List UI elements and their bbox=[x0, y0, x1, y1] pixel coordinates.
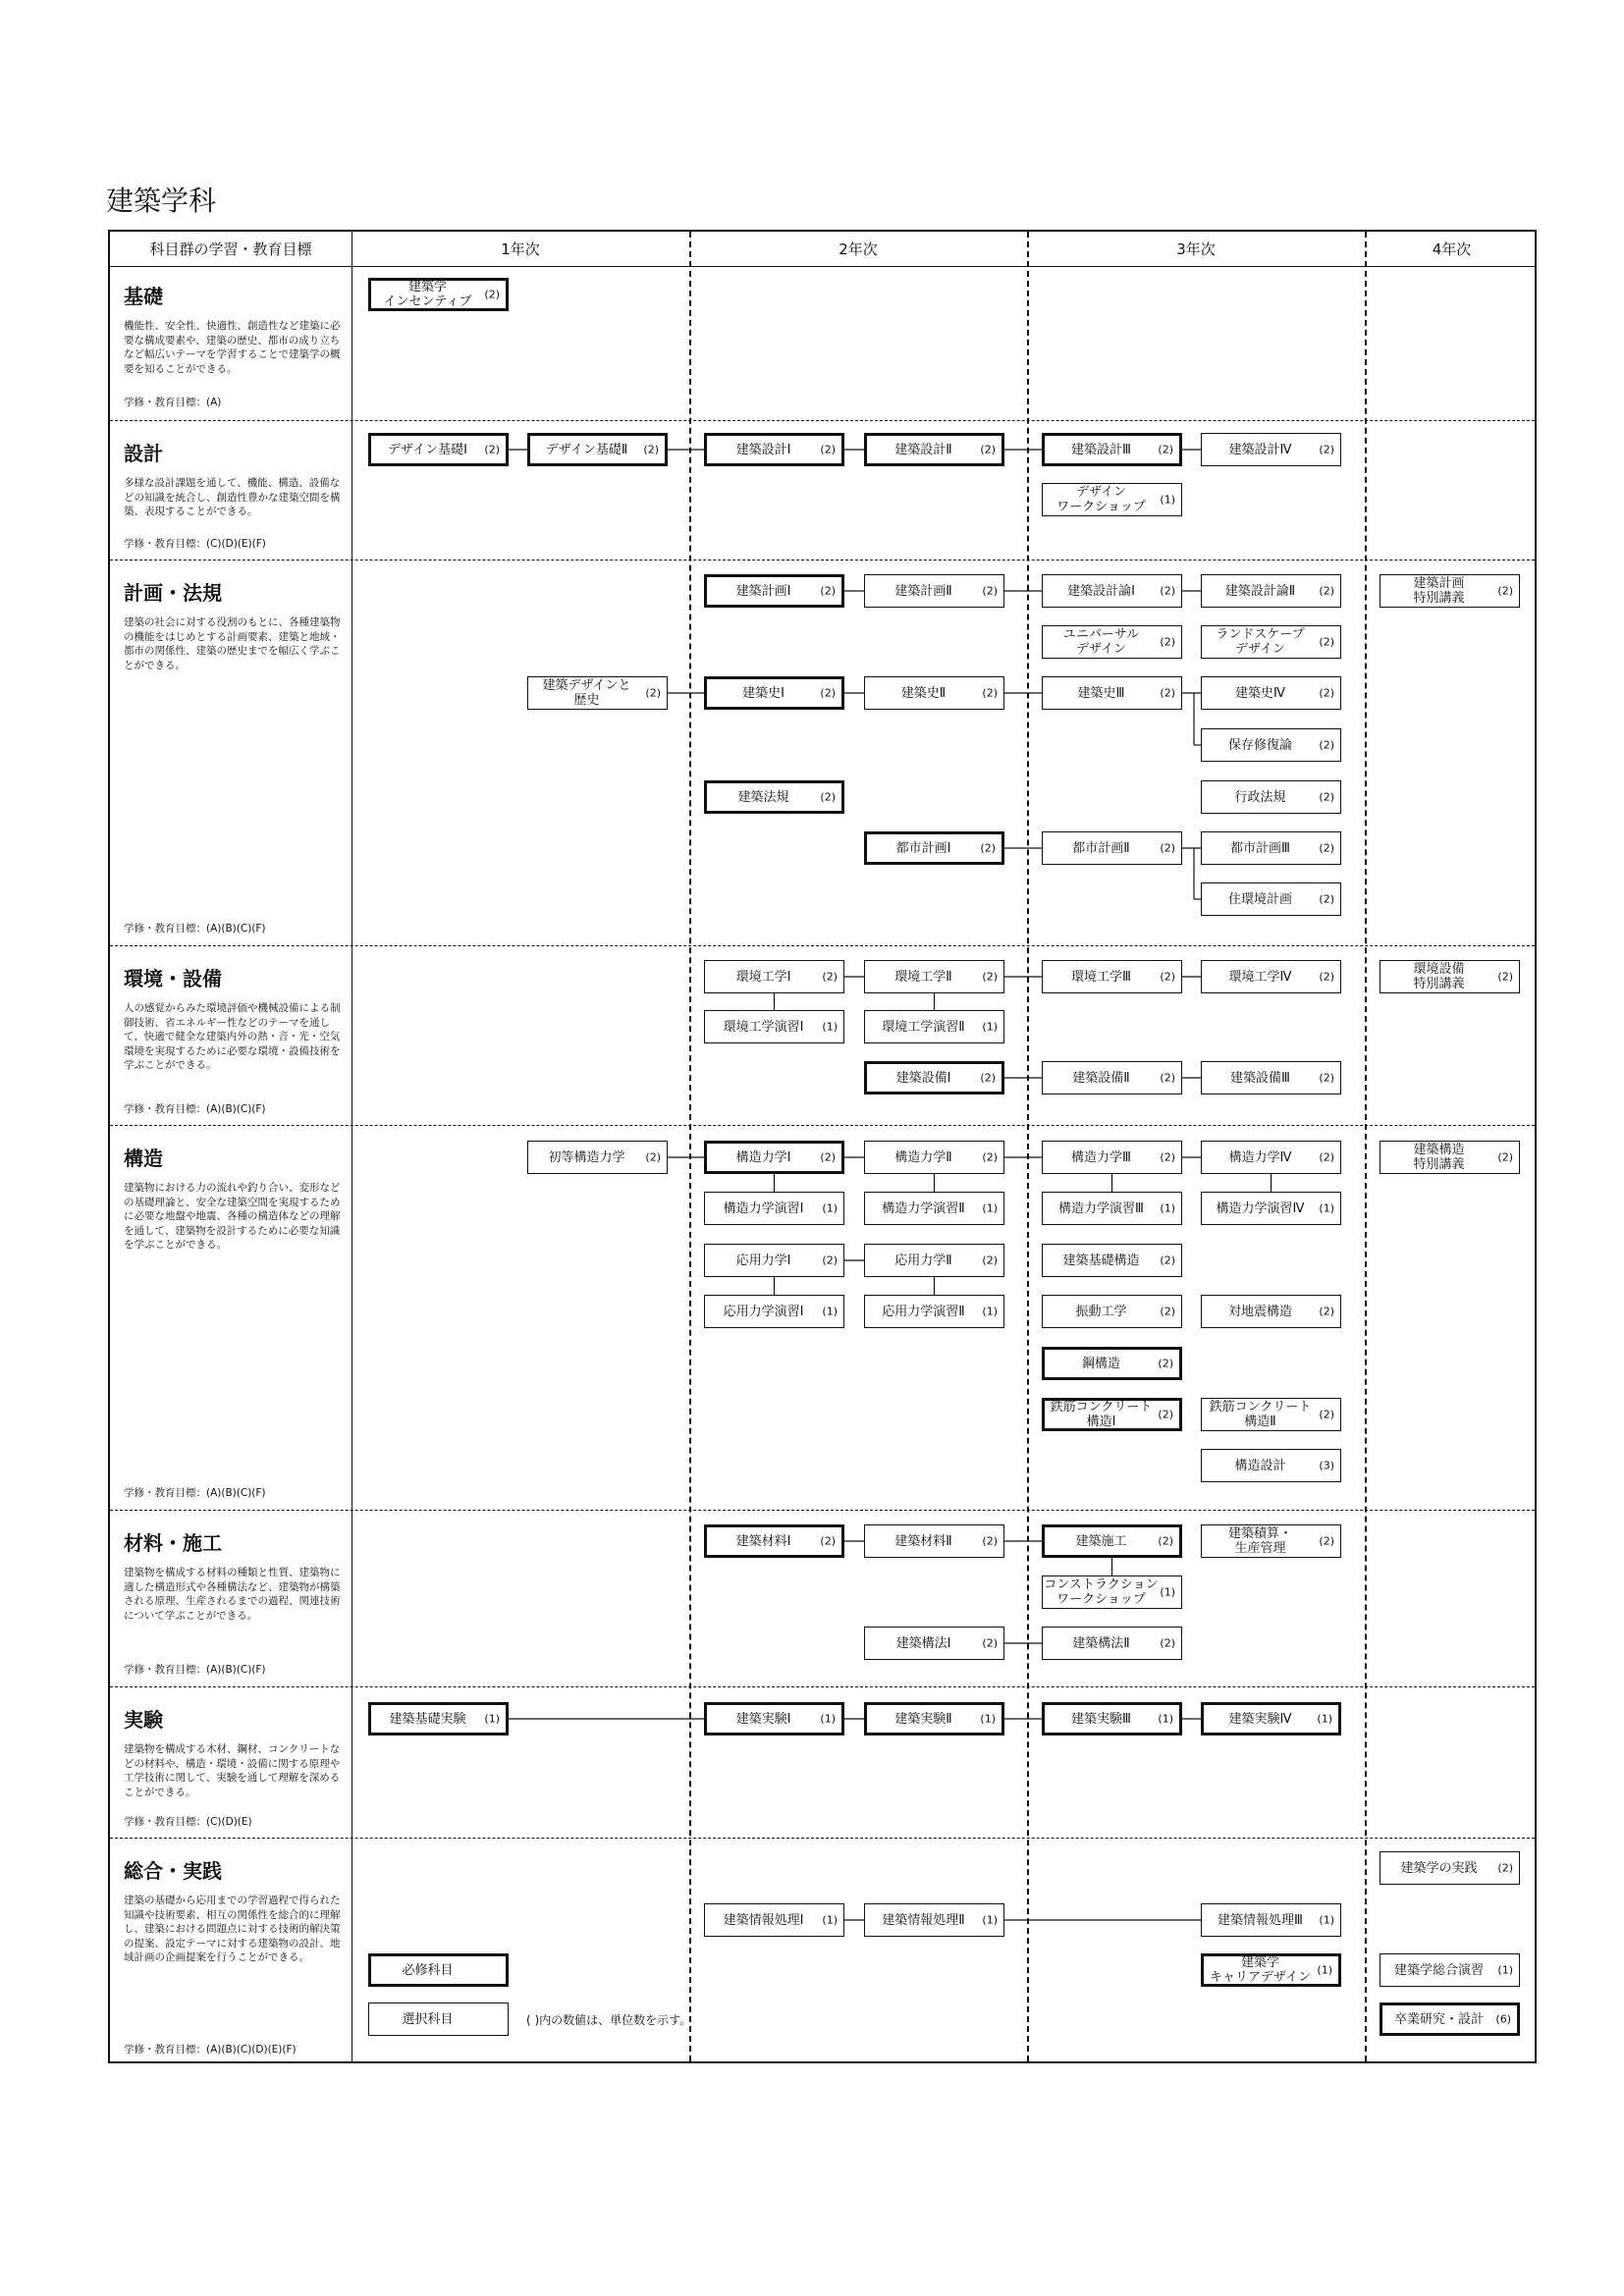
course-name: 構造力学Ⅲ bbox=[1071, 1149, 1131, 1165]
course-name: 鉄筋コンクリート 構造Ⅰ bbox=[1050, 1400, 1153, 1429]
course-box bbox=[704, 433, 844, 466]
category-materials: 材料・施工 建築物を構成する材料の種類と性質、建築物に適した構造形式や各種構法など、建築物が構築される原理、生産されるまでの過程、関連技術について学ぶことができる。 bbox=[124, 1531, 341, 1622]
course-name: 鋼構造 bbox=[1081, 1356, 1120, 1371]
category-design: 設計 多様な設計課題を通して、機能、構造、設備などの知識を統合し、創造性豊かな建築空間を構築、表現することができる。 bbox=[124, 442, 341, 517]
course-box bbox=[1201, 574, 1341, 608]
category-goal: 学修・教育目標：(A)(B)(C)(F) bbox=[124, 923, 266, 934]
course-credits: (2) bbox=[645, 1150, 661, 1164]
course-credits: (2) bbox=[1160, 1150, 1175, 1164]
course-box bbox=[864, 1244, 1004, 1277]
course-name: 対地震構造 bbox=[1227, 1304, 1292, 1319]
course-name: 建築実験Ⅱ bbox=[894, 1711, 952, 1727]
category-goal: 学修・教育目標：(C)(D)(E)(F) bbox=[124, 538, 266, 550]
course-name: 建築学総合演習 bbox=[1393, 1962, 1484, 1978]
course-credits: (2) bbox=[982, 1254, 998, 1267]
course-box bbox=[1201, 625, 1341, 659]
course-credits: (2) bbox=[1497, 1861, 1513, 1875]
header-year-3: 3年次 bbox=[1176, 240, 1216, 258]
course-box bbox=[864, 574, 1004, 608]
course-box bbox=[1042, 433, 1182, 466]
course-name: 建築設計Ⅳ bbox=[1228, 442, 1292, 457]
course-name: 建築設計Ⅱ bbox=[894, 442, 952, 457]
course-name: 構造力学Ⅱ bbox=[894, 1149, 952, 1165]
course-credits: (2) bbox=[1319, 635, 1334, 649]
category-experiment: 実験 建築物を構成する木材、鋼材、コンクリートなどの材料や、構造・環境・設備に関する原理や工学技術に関して、実験を通して理解を深めることができる。 bbox=[124, 1708, 341, 1798]
course-name: 建築情報処理Ⅰ bbox=[723, 1912, 804, 1928]
course-credits: (2) bbox=[982, 970, 998, 984]
course-box bbox=[1042, 960, 1182, 993]
course-name: 都市計画Ⅱ bbox=[1072, 840, 1130, 856]
course-box bbox=[1380, 1851, 1520, 1885]
course-name: 建築構造 特別講義 bbox=[1413, 1143, 1465, 1172]
course-box bbox=[1042, 625, 1182, 659]
course-credits: (2) bbox=[1160, 1636, 1175, 1650]
course-name: 建築学 インセンティブ bbox=[383, 280, 472, 309]
course-credits: (2) bbox=[1319, 1408, 1334, 1421]
course-name: 建築実験Ⅲ bbox=[1071, 1711, 1131, 1727]
course-credits: (2) bbox=[1160, 686, 1175, 700]
course-credits: (1) bbox=[1317, 1963, 1332, 1977]
course-credits: (2) bbox=[822, 1254, 838, 1267]
course-credits: (2) bbox=[820, 443, 836, 456]
course-credits: (1) bbox=[982, 1913, 998, 1927]
course-credits: (2) bbox=[1160, 1305, 1175, 1318]
course-credits: (2) bbox=[822, 970, 838, 984]
course-name: デザイン ワークショップ bbox=[1056, 485, 1146, 514]
course-credits: (2) bbox=[1319, 584, 1334, 598]
page-title: 建築学科 bbox=[106, 185, 217, 217]
course-credits: (2) bbox=[1319, 443, 1334, 456]
course-box bbox=[704, 1244, 844, 1277]
course-name: 応用力学演習Ⅱ bbox=[882, 1304, 965, 1319]
course-box bbox=[368, 1702, 509, 1735]
course-credits: (1) bbox=[1317, 1712, 1332, 1726]
course-name: 環境工学Ⅳ bbox=[1228, 969, 1292, 985]
course-box bbox=[704, 574, 844, 608]
course-credits: (1) bbox=[1160, 493, 1175, 507]
course-name: 保存修復論 bbox=[1227, 737, 1292, 753]
course-credits: (1) bbox=[1497, 1963, 1513, 1977]
course-name: 構造力学演習Ⅱ bbox=[882, 1201, 965, 1216]
course-name: 環境工学Ⅲ bbox=[1071, 969, 1131, 985]
course-name: 建築情報処理Ⅱ bbox=[882, 1912, 965, 1928]
course-box bbox=[704, 1295, 844, 1328]
course-box bbox=[1201, 676, 1341, 710]
course-credits: (2) bbox=[820, 584, 836, 598]
course-name: 都市計画Ⅰ bbox=[895, 840, 951, 856]
course-credits: (2) bbox=[1160, 1254, 1175, 1267]
course-credits: (1) bbox=[822, 1913, 838, 1927]
course-box bbox=[864, 1141, 1004, 1174]
course-box bbox=[864, 1295, 1004, 1328]
course-credits: (2) bbox=[820, 1534, 836, 1548]
course-name: 振動工学 bbox=[1075, 1304, 1127, 1319]
course-name: 建築基礎実験 bbox=[389, 1711, 466, 1727]
course-name: 建築設計Ⅰ bbox=[735, 442, 791, 457]
course-box bbox=[704, 1903, 844, 1937]
course-credits: (1) bbox=[822, 1020, 838, 1034]
course-box bbox=[864, 1627, 1004, 1660]
course-credits: (2) bbox=[484, 443, 500, 456]
course-box bbox=[1201, 1398, 1341, 1431]
course-credits: (2) bbox=[982, 1150, 998, 1164]
course-name: 環境工学Ⅰ bbox=[735, 969, 791, 985]
course-name: 建築実験Ⅰ bbox=[735, 1711, 791, 1727]
course-credits: (2) bbox=[1319, 841, 1334, 855]
legend-note: ( )内の数値は、単位数を示す。 bbox=[526, 2013, 692, 2027]
course-name: 応用力学演習Ⅰ bbox=[723, 1304, 804, 1319]
course-credits: (2) bbox=[982, 1534, 998, 1548]
course-credits: (2) bbox=[1319, 970, 1334, 984]
course-name: 建築材料Ⅱ bbox=[894, 1533, 952, 1549]
course-name: 初等構造力学 bbox=[548, 1149, 625, 1165]
course-name: 環境工学演習Ⅰ bbox=[723, 1019, 804, 1035]
course-credits: (2) bbox=[982, 584, 998, 598]
course-name: 建築施工 bbox=[1075, 1533, 1127, 1549]
course-box bbox=[1201, 1953, 1341, 1987]
course-name: 建築計画Ⅰ bbox=[735, 583, 791, 599]
course-name: 建築構法Ⅱ bbox=[1072, 1635, 1130, 1651]
course-name: 建築デザインと 歴史 bbox=[542, 678, 631, 708]
course-name: 建築設備Ⅰ bbox=[895, 1070, 951, 1086]
course-box bbox=[1201, 1449, 1341, 1482]
course-name: 建築設計論Ⅱ bbox=[1224, 583, 1296, 599]
course-credits: (1) bbox=[1319, 1913, 1334, 1927]
course-box bbox=[1042, 1061, 1182, 1095]
course-credits: (2) bbox=[1497, 970, 1513, 984]
course-box bbox=[864, 831, 1004, 865]
curriculum-table bbox=[108, 230, 1537, 2063]
course-credits: (1) bbox=[484, 1712, 500, 1726]
course-box bbox=[1042, 831, 1182, 865]
course-name: 建築構法Ⅰ bbox=[895, 1635, 951, 1651]
course-name: 構造力学演習Ⅲ bbox=[1058, 1201, 1144, 1216]
course-box bbox=[1042, 1702, 1182, 1735]
course-credits: (2) bbox=[980, 443, 996, 456]
course-box bbox=[864, 676, 1004, 710]
course-credits: (2) bbox=[643, 443, 659, 456]
course-name: 建築材料Ⅰ bbox=[735, 1533, 791, 1549]
course-box bbox=[1042, 1398, 1182, 1431]
course-name: デザイン基礎Ⅰ bbox=[388, 442, 467, 457]
course-credits: (6) bbox=[1495, 2012, 1511, 2026]
course-name: 建築計画Ⅱ bbox=[894, 583, 952, 599]
course-credits: (2) bbox=[980, 1071, 996, 1085]
course-name: 応用力学Ⅱ bbox=[894, 1253, 952, 1268]
course-box bbox=[704, 676, 844, 710]
course-name: 建築設備Ⅲ bbox=[1230, 1070, 1290, 1086]
course-box bbox=[1042, 1295, 1182, 1328]
course-name: 建築計画 特別講義 bbox=[1413, 576, 1465, 606]
category-goal: 学修・教育目標：(A)(B)(C)(F) bbox=[124, 1103, 266, 1115]
course-credits: (2) bbox=[1497, 1150, 1513, 1164]
course-box bbox=[864, 1702, 1004, 1735]
course-credits: (2) bbox=[820, 686, 836, 700]
course-name: 建築実験Ⅳ bbox=[1228, 1711, 1292, 1727]
course-box bbox=[1380, 1953, 1520, 1987]
course-box bbox=[704, 780, 844, 814]
course-credits: (1) bbox=[822, 1201, 838, 1215]
course-box bbox=[1201, 1192, 1341, 1225]
course-box bbox=[368, 433, 509, 466]
category-goal: 学修・教育目標：(A)(B)(C)(F) bbox=[124, 1487, 266, 1499]
course-box bbox=[704, 1702, 844, 1735]
course-box bbox=[1380, 2002, 1520, 2036]
course-box bbox=[1201, 1903, 1341, 1937]
course-box bbox=[704, 960, 844, 993]
course-credits: (1) bbox=[1158, 1712, 1173, 1726]
course-credits: (1) bbox=[982, 1305, 998, 1318]
course-box bbox=[368, 278, 509, 311]
course-credits: (2) bbox=[1319, 1305, 1334, 1318]
course-box bbox=[1380, 574, 1520, 608]
course-credits: (2) bbox=[1319, 738, 1334, 752]
course-name: 建築法規 bbox=[737, 789, 789, 805]
course-name: 行政法規 bbox=[1234, 789, 1286, 805]
course-box bbox=[1380, 1141, 1520, 1174]
course-box bbox=[704, 1524, 844, 1558]
course-box bbox=[864, 960, 1004, 993]
course-name: 建築学の実践 bbox=[1400, 1860, 1478, 1876]
course-credits: (2) bbox=[980, 841, 996, 855]
course-name: デザイン基礎Ⅱ bbox=[545, 442, 628, 457]
course-name: 環境設備 特別講義 bbox=[1413, 962, 1465, 991]
course-credits: (2) bbox=[1319, 892, 1334, 906]
course-credits: (2) bbox=[645, 686, 661, 700]
course-box bbox=[527, 676, 668, 710]
course-box bbox=[1201, 1061, 1341, 1095]
course-credits: (2) bbox=[1160, 1071, 1175, 1085]
course-credits: (2) bbox=[1158, 443, 1173, 456]
course-box bbox=[704, 1192, 844, 1225]
course-box bbox=[1201, 780, 1341, 814]
course-credits: (2) bbox=[1158, 1534, 1173, 1548]
course-box bbox=[1201, 960, 1341, 993]
course-credits: (2) bbox=[1319, 1150, 1334, 1164]
category-goal: 学修・教育目標：(A)(B)(C)(F) bbox=[124, 1664, 266, 1676]
course-name: 建築史Ⅱ bbox=[900, 685, 947, 701]
course-name: 応用力学Ⅰ bbox=[735, 1253, 791, 1268]
course-name: 卒業研究・設計 bbox=[1393, 2011, 1484, 2027]
course-name: 建築学 キャリアデザイン bbox=[1209, 1955, 1312, 1985]
course-credits: (2) bbox=[1160, 584, 1175, 598]
course-credits: (2) bbox=[1319, 1071, 1334, 1085]
course-name: 建築史Ⅰ bbox=[742, 685, 785, 701]
course-name: ユニバーサル デザイン bbox=[1062, 627, 1140, 657]
course-credits: (2) bbox=[1497, 584, 1513, 598]
category-basic: 基礎 機能性、安全性、快適性、創造性など建築に必要な構成要素や、建築の歴史、都市の成り立ちなど幅広いテーマを学習することで建築学の概要を知ることができる。 bbox=[124, 285, 341, 375]
course-name: 建築基礎構造 bbox=[1062, 1253, 1140, 1268]
course-box bbox=[1201, 1141, 1341, 1174]
course-credits: (1) bbox=[982, 1020, 998, 1034]
course-name: 環境工学Ⅱ bbox=[894, 969, 952, 985]
course-box bbox=[864, 1061, 1004, 1095]
course-box bbox=[864, 1010, 1004, 1043]
course-credits: (2) bbox=[982, 1636, 998, 1650]
course-credits: (1) bbox=[1160, 1201, 1175, 1215]
course-box bbox=[1042, 1244, 1182, 1277]
course-name: 住環境計画 bbox=[1227, 891, 1292, 907]
course-box bbox=[1042, 574, 1182, 608]
course-credits: (2) bbox=[982, 686, 998, 700]
category-structure: 構造 建築物における力の流れや釣り合い、変形などの基礎理論と、安全な建築空間を実現するために必要な地盤や地震、各種の構造体などの理解を通して、建築物を設計するために必要な知識を学ぶことができる。 bbox=[124, 1147, 341, 1251]
course-name: 鉄筋コンクリート 構造Ⅱ bbox=[1209, 1400, 1312, 1429]
course-credits: (2) bbox=[1160, 841, 1175, 855]
course-credits: (2) bbox=[1319, 790, 1334, 804]
category-goal: 学修・教育目標：(A)(B)(C)(D)(E)(F) bbox=[124, 2044, 297, 2056]
course-box bbox=[527, 433, 668, 466]
category-goal: 学修・教育目標：(C)(D)(E) bbox=[124, 1816, 252, 1828]
course-name: 構造設計 bbox=[1234, 1458, 1286, 1473]
course-box bbox=[864, 1524, 1004, 1558]
course-box bbox=[1201, 1295, 1341, 1328]
course-credits: (1) bbox=[1160, 1585, 1175, 1599]
course-box bbox=[1042, 1524, 1182, 1558]
course-box bbox=[1201, 831, 1341, 865]
course-credits: (1) bbox=[1319, 1201, 1334, 1215]
course-credits: (2) bbox=[820, 790, 836, 804]
course-box bbox=[1201, 1702, 1341, 1735]
course-box bbox=[704, 1010, 844, 1043]
course-name: 建築積算・ 生産管理 bbox=[1227, 1526, 1292, 1556]
course-box bbox=[1042, 1141, 1182, 1174]
course-box bbox=[1042, 1575, 1182, 1609]
course-box bbox=[864, 433, 1004, 466]
course-box bbox=[1042, 1347, 1182, 1380]
category-environment: 環境・設備 人の感覚からみた環境評価や機械設備による制御技術、省エネルギー性などのテーマを通して、快適で健全な建築内外の熱・音・光・空気環境を実現するために必要な環境・設備技術を学ぶことができる。 bbox=[124, 967, 341, 1071]
course-credits: (3) bbox=[1319, 1459, 1334, 1472]
course-name: 建築情報処理Ⅲ bbox=[1218, 1912, 1303, 1928]
legend-elective: 選択科目 bbox=[368, 2002, 509, 2036]
category-planning: 計画・法規 建築の社会に対する役割のもとに、各種建築物の機能をはじめとする計画要素、建築と地域・都市の関係性、建築の歴史までを幅広く学ぶことができる。 bbox=[124, 581, 341, 671]
course-name: 建築史Ⅲ bbox=[1077, 685, 1125, 701]
course-name: ランドスケープ デザイン bbox=[1216, 627, 1305, 657]
course-credits: (2) bbox=[1158, 1357, 1173, 1370]
course-credits: (2) bbox=[1319, 1534, 1334, 1548]
course-name: 構造力学演習Ⅰ bbox=[723, 1201, 804, 1216]
header-year-1: 1年次 bbox=[501, 240, 540, 258]
header-year-4: 4年次 bbox=[1432, 240, 1472, 258]
course-box bbox=[1042, 1627, 1182, 1660]
course-box bbox=[1201, 882, 1341, 916]
course-credits: (2) bbox=[820, 1150, 836, 1164]
course-name: 構造力学Ⅳ bbox=[1228, 1149, 1292, 1165]
course-box bbox=[864, 1192, 1004, 1225]
course-box bbox=[1201, 1524, 1341, 1558]
course-box bbox=[1042, 483, 1182, 516]
course-box bbox=[1042, 1192, 1182, 1225]
course-name: 都市計画Ⅲ bbox=[1230, 840, 1290, 856]
course-box bbox=[1042, 676, 1182, 710]
course-credits: (1) bbox=[980, 1712, 996, 1726]
course-name: 建築設計論Ⅰ bbox=[1067, 583, 1135, 599]
course-credits: (1) bbox=[820, 1712, 836, 1726]
course-name: 環境工学演習Ⅱ bbox=[882, 1019, 965, 1035]
course-name: コンストラクション ワークショップ bbox=[1044, 1577, 1159, 1607]
course-credits: (2) bbox=[1160, 970, 1175, 984]
course-credits: (1) bbox=[982, 1201, 998, 1215]
course-box bbox=[527, 1141, 668, 1174]
course-name: 構造力学演習Ⅳ bbox=[1216, 1201, 1305, 1216]
header-year-2: 2年次 bbox=[839, 240, 878, 258]
course-credits: (2) bbox=[484, 288, 500, 301]
course-box bbox=[864, 1903, 1004, 1937]
header-col-goals: 科目群の学習・教育目標 bbox=[149, 240, 312, 258]
course-credits: (1) bbox=[822, 1305, 838, 1318]
course-name: 建築史Ⅳ bbox=[1235, 685, 1285, 701]
course-credits: (2) bbox=[1160, 635, 1175, 649]
category-integrated: 総合・実践 建築の基礎から応用までの学習過程で得られた知識や技術要素、相互の関係性を総合的に理解し、建築における問題点に対する技術的解決策の提案、設定テーマに対する建築物の設計、地域計画の企画提案を行うことができる。 bbox=[124, 1859, 341, 1963]
course-credits: (2) bbox=[1158, 1408, 1173, 1421]
category-goal: 学修・教育目標：(A) bbox=[124, 397, 222, 408]
course-box bbox=[704, 1141, 844, 1174]
course-name: 建築設計Ⅲ bbox=[1071, 442, 1131, 457]
course-box bbox=[1201, 433, 1341, 466]
legend-required: 必修科目 bbox=[368, 1953, 509, 1987]
course-box bbox=[1380, 960, 1520, 993]
course-name: 構造力学Ⅰ bbox=[735, 1149, 791, 1165]
course-credits: (2) bbox=[1319, 686, 1334, 700]
course-box bbox=[1201, 728, 1341, 762]
course-name: 建築設備Ⅱ bbox=[1072, 1070, 1130, 1086]
